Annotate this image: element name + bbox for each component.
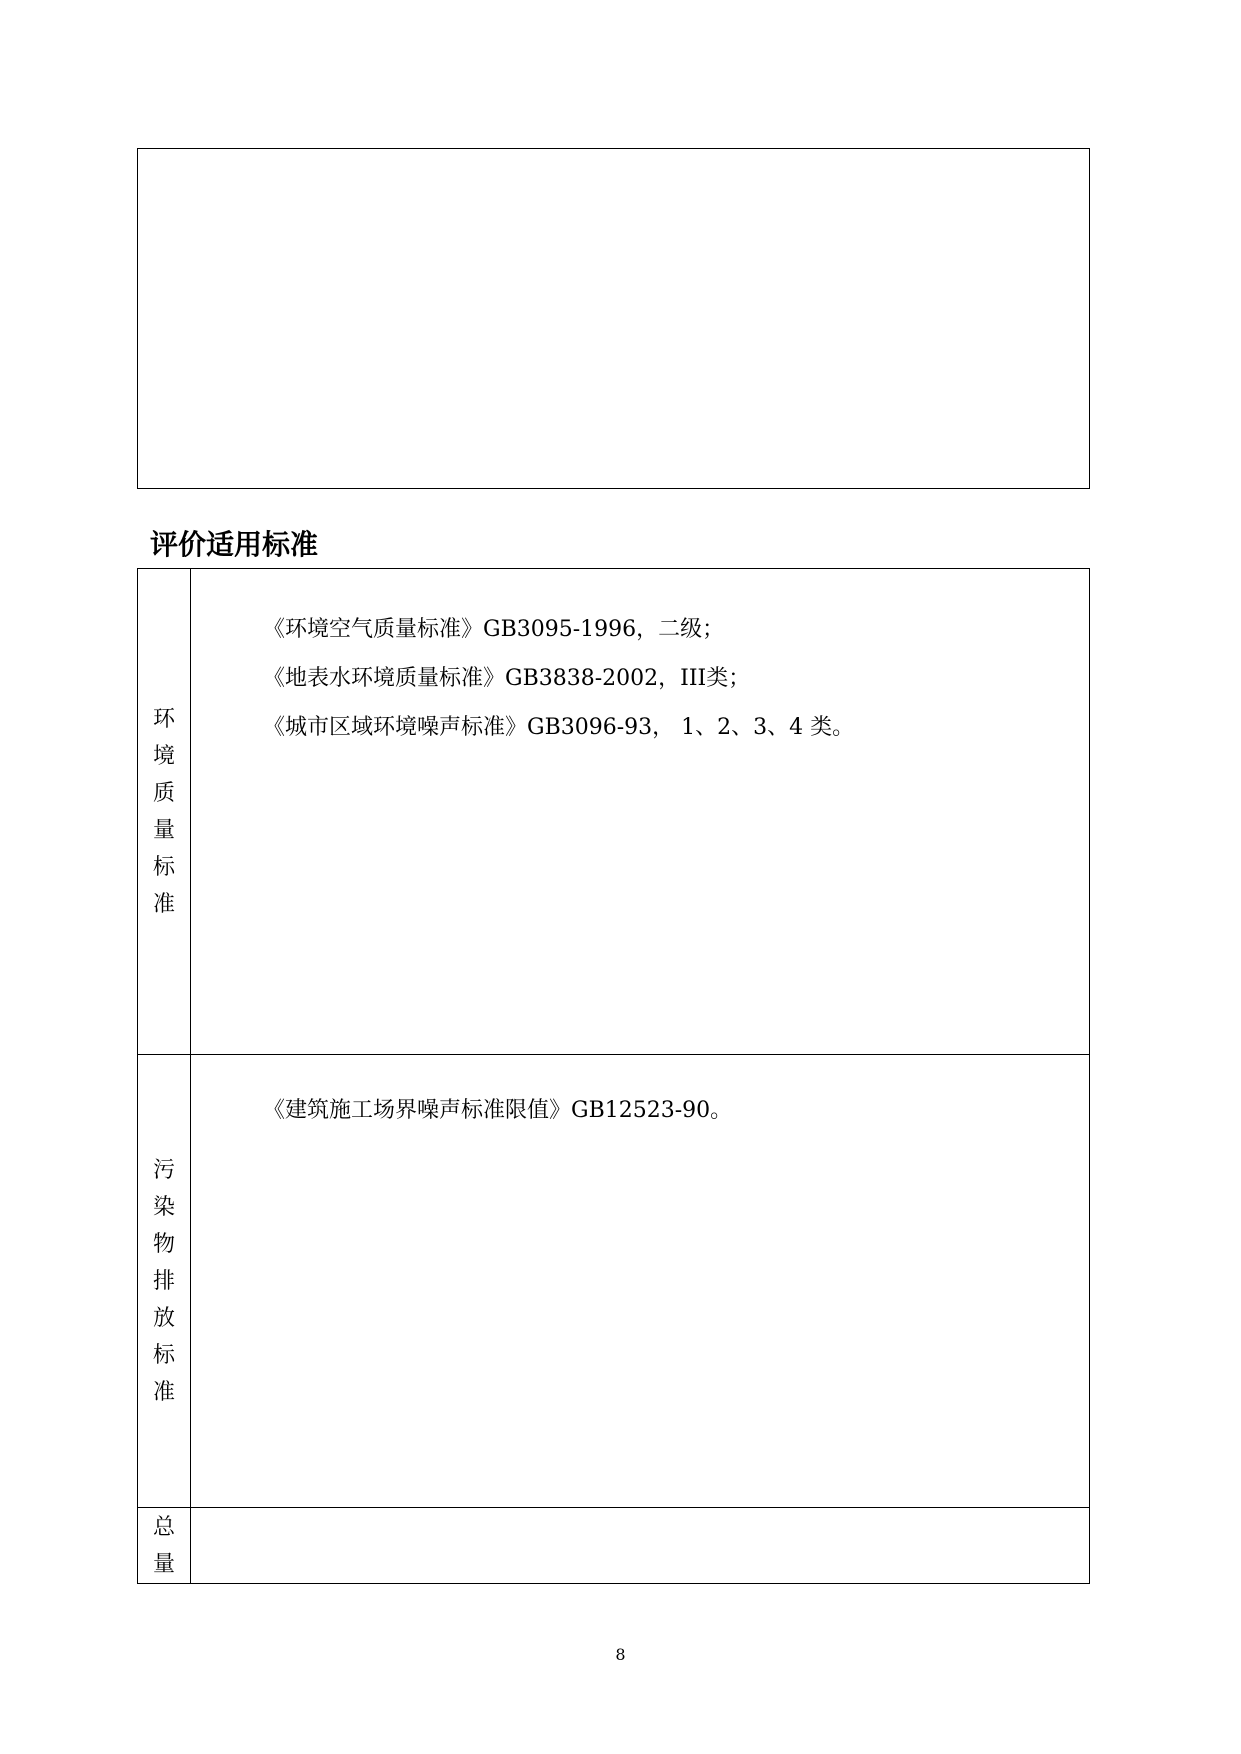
row-label-cell (138, 569, 191, 1055)
empty-content-box (137, 148, 1090, 489)
standard-line: 《环境空气质量标准》GB3095-1996，二级； (263, 617, 725, 642)
table-row-total (138, 1508, 1090, 1584)
row-label-cell (138, 1055, 191, 1508)
standards-table (137, 568, 1090, 1584)
standard-line: 《地表水环境质量标准》GB3838-2002，III类； (263, 666, 751, 691)
row-label: 污染物排放标准 (152, 1157, 175, 1405)
table-row-environmental-quality (138, 569, 1090, 1055)
standard-line: 《城市区域环境噪声标准》GB3096-93， 1、2、3、4 类。 (263, 715, 855, 740)
row-label: 总量 (152, 1514, 175, 1577)
page-number: 8 (615, 1645, 626, 1664)
row-content-cell (191, 1055, 1090, 1508)
row-label-cell (138, 1508, 191, 1584)
row-label: 环境质量标准 (152, 706, 175, 917)
row-content-cell (191, 569, 1090, 1055)
standard-line: 《建筑施工场界噪声标准限值》GB12523-90。 (263, 1098, 733, 1123)
table-row-pollutant-discharge (138, 1055, 1090, 1508)
row-content-cell (191, 1508, 1090, 1584)
section-heading: 评价适用标准 (150, 528, 319, 561)
